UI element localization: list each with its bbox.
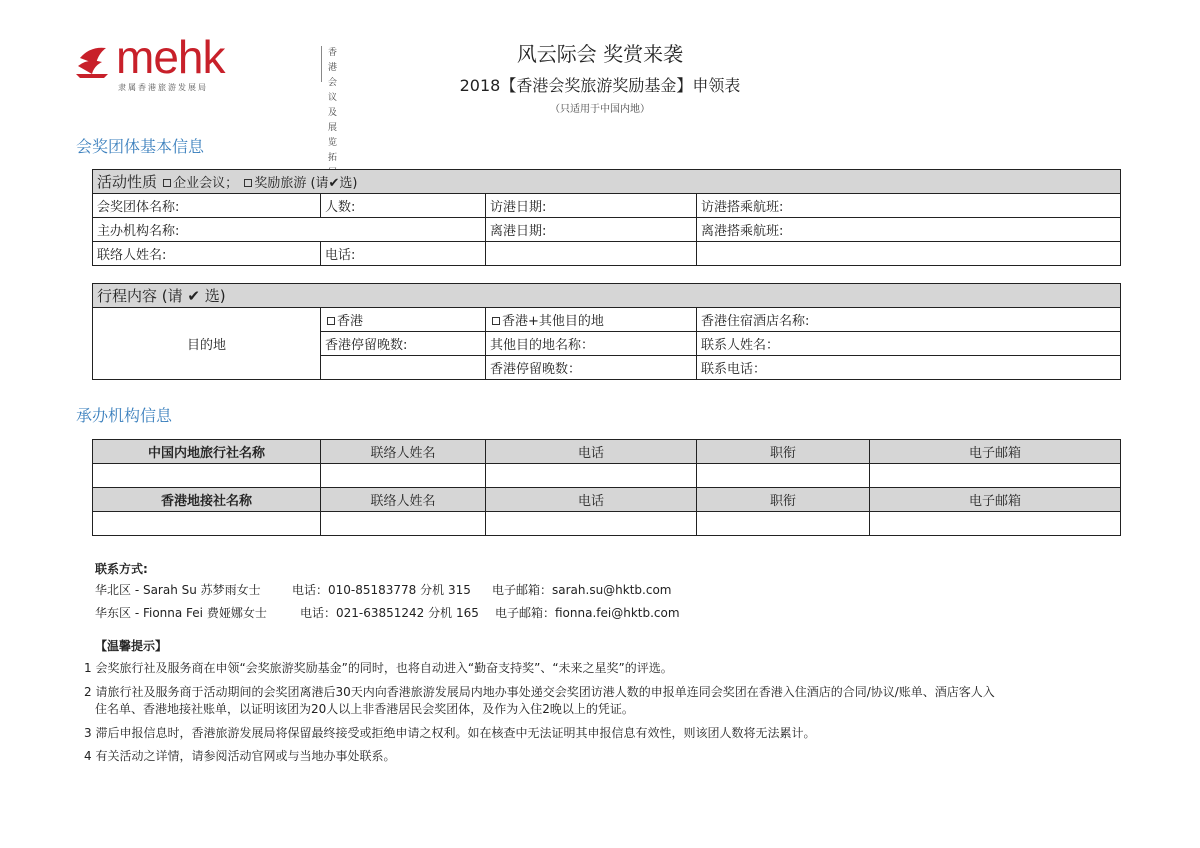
east-contact-name: 华东区 - Fionna Fei 费娅娜女士 [95, 606, 267, 620]
option-corporate-meeting: 企业会议； [173, 176, 239, 191]
table-row [93, 488, 1121, 512]
hk-contact-input[interactable] [321, 512, 486, 536]
activity-type-label: 活动性质 [97, 173, 158, 191]
departure-date-field[interactable]: 离港日期: [486, 218, 697, 242]
contact-name-header: 联络人姓名 [321, 488, 486, 512]
option-incentive-travel: 奖励旅游 (请✔选) [254, 176, 358, 191]
arrival-flight-field[interactable]: 访港搭乘航班: [697, 194, 1121, 218]
basic-info-table [92, 169, 1121, 266]
page-note: （只适用于中国内地） [550, 104, 650, 115]
page-title: 风云际会 奖赏来袭 [516, 42, 684, 66]
phone-field[interactable]: 电话: [321, 242, 486, 266]
organizer-info-table [92, 439, 1121, 536]
mainland-agency-header: 中国内地旅行社名称 [93, 440, 321, 464]
contact-name-field[interactable]: 联络人姓名: [93, 242, 321, 266]
checkbox-hk-only[interactable] [327, 317, 335, 325]
hk-agency-input[interactable] [93, 512, 321, 536]
hk-phone-input[interactable] [486, 512, 697, 536]
phone-header: 电话 [486, 488, 697, 512]
tip-2: 2 请旅行社及服务商于活动期间的会奖团离港后30天内向香港旅游发展局内地办事处递交会奖团访港人数的申报单连同会奖团在香港入住酒店的合同/协议/账单、酒店客人入 [84, 685, 995, 699]
contact-name-header: 联络人姓名 [321, 440, 486, 464]
phone-header: 电话 [486, 440, 697, 464]
contact-heading: 联系方式: [95, 562, 148, 576]
email-header: 电子邮箱 [870, 440, 1121, 464]
east-contact-email[interactable]: 电子邮箱：fionna.fei@hktb.com [495, 606, 680, 620]
logo-wordmark: mehk [116, 31, 225, 83]
north-contact-email[interactable]: 电子邮箱：sarah.su@hktb.com [492, 583, 672, 597]
itinerary-contact-phone-field[interactable]: 联系电话： [697, 356, 1121, 380]
organizer-field[interactable]: 主办机构名称: [93, 218, 486, 242]
table-row [93, 308, 1121, 332]
option-hk-plus-other[interactable]: 香港+其他目的地 [486, 308, 697, 332]
checkbox-corporate-meeting[interactable] [163, 179, 171, 187]
headcount-field[interactable]: 人数: [321, 194, 486, 218]
mainland-title-input[interactable] [697, 464, 870, 488]
itinerary-header: 行程内容 (请 ✔ 选) [93, 284, 1121, 308]
itinerary-contact-name-field[interactable]: 联系人姓名： [697, 332, 1121, 356]
checkbox-hk-plus-other[interactable] [492, 317, 500, 325]
activity-type-row [93, 170, 1121, 194]
empty-cell[interactable] [321, 356, 486, 380]
table-row [93, 194, 1121, 218]
east-contact-phone: 电话：021-63851242 分机 165 [300, 606, 479, 620]
mainland-email-input[interactable] [870, 464, 1121, 488]
title-header: 职衔 [697, 440, 870, 464]
destination-label: 目的地 [93, 308, 321, 380]
hk-email-input[interactable] [870, 512, 1121, 536]
group-name-field[interactable]: 会奖团体名称: [93, 194, 321, 218]
section-heading-basic-info: 会奖团体基本信息 [76, 137, 205, 156]
table-row [93, 170, 1121, 194]
north-contact-name: 华北区 - Sarah Su 苏梦雨女士 [95, 583, 261, 597]
empty-cell[interactable] [697, 242, 1121, 266]
table-row [93, 284, 1121, 308]
hk-title-input[interactable] [697, 512, 870, 536]
logo-side-text: 香港会议及 展览拓 [328, 48, 338, 163]
mainland-agency-input[interactable] [93, 464, 321, 488]
email-header: 电子邮箱 [870, 488, 1121, 512]
arrival-date-field[interactable]: 访港日期: [486, 194, 697, 218]
table-row [93, 464, 1121, 488]
north-contact-phone: 电话：010-85183778 分机 315 [292, 583, 471, 597]
page-subtitle: 2018【香港会奖旅游奖励基金】申领表 [459, 76, 741, 95]
table-row [93, 218, 1121, 242]
hk-nights-field[interactable]: 香港停留晚数: [321, 332, 486, 356]
option-hk-only[interactable]: 香港 [321, 308, 486, 332]
table-row [93, 242, 1121, 266]
hk-agency-header: 香港地接社名称 [93, 488, 321, 512]
tips-heading: 【温馨提示】 [95, 639, 168, 653]
title-header: 职衔 [697, 488, 870, 512]
other-destination-field[interactable]: 其他目的地名称： [486, 332, 697, 356]
mainland-contact-input[interactable] [321, 464, 486, 488]
logo-subline: 隶属香港旅游发展局 [118, 83, 208, 92]
table-row [93, 512, 1121, 536]
itinerary-table [92, 283, 1121, 380]
mainland-phone-input[interactable] [486, 464, 697, 488]
checkbox-incentive-travel[interactable] [244, 179, 252, 187]
tip-3: 3 滞后申报信息时，香港旅游发展局将保留最终接受或拒绝申请之权利。如在核查中无法证明其申报信息有效性，则该团人数将无法累计。 [84, 726, 816, 740]
hotel-name-field[interactable]: 香港住宿酒店名称: [697, 308, 1121, 332]
empty-cell[interactable] [486, 242, 697, 266]
hk-nights-field-2[interactable]: 香港停留晚数： [486, 356, 697, 380]
departure-flight-field[interactable]: 离港搭乘航班: [697, 218, 1121, 242]
tip-1: 1 会奖旅行社及服务商在申领“会奖旅游奖励基金”的同时，也将自动进入“勤奋支持奖”、“未来之星奖”的评选。 [84, 661, 673, 675]
table-row [93, 440, 1121, 464]
tip-2-continued: 住名单、香港地接社账单，以证明该团为20人以上非香港居民会奖团体，及作为入住2晚以上的凭证。 [95, 702, 634, 716]
section-heading-organizer-info: 承办机构信息 [76, 406, 173, 425]
tip-4: 4 有关活动之详情，请参阅活动官网或与当地办事处联系。 [84, 749, 396, 763]
